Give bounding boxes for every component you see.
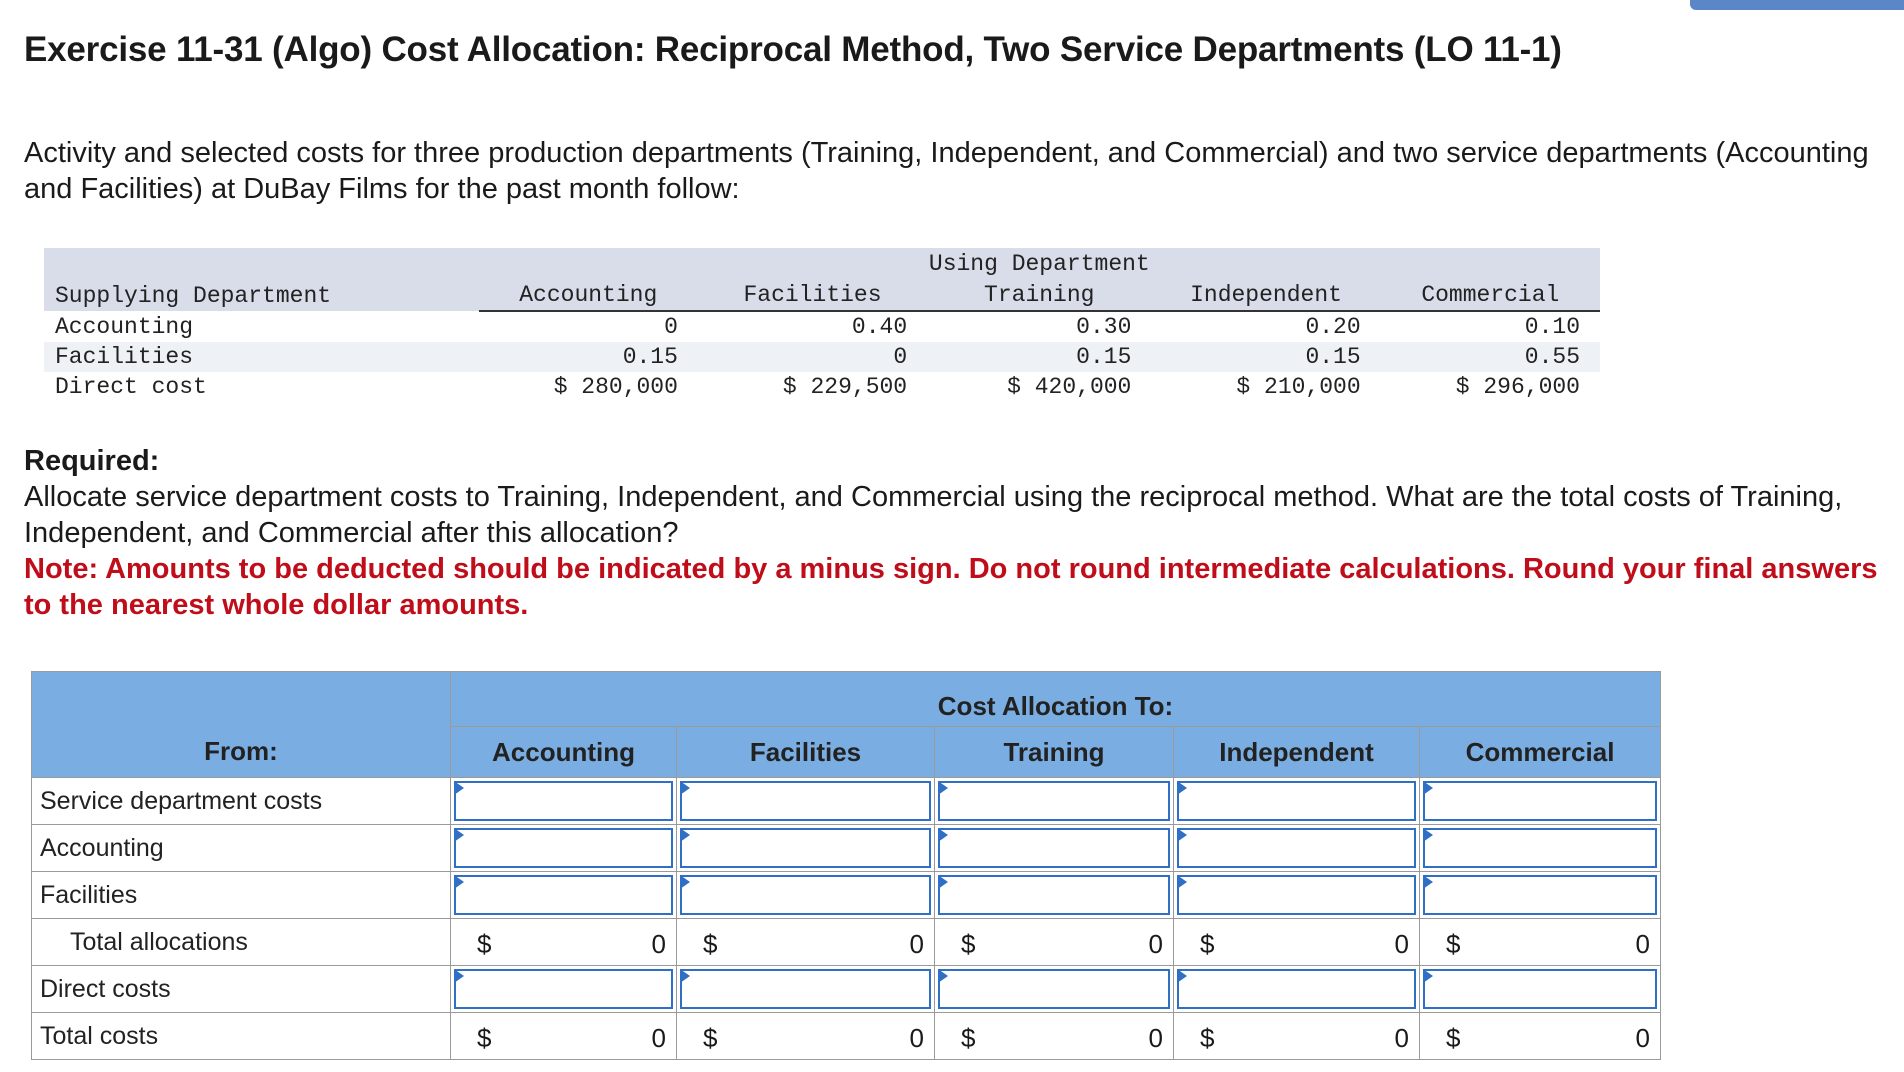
input-direct-independent[interactable] — [1174, 966, 1420, 1013]
header-independent: Independent — [1174, 727, 1420, 778]
input-accounting-commercial[interactable] — [1420, 825, 1661, 872]
total-allocations-accounting — [451, 919, 677, 966]
input-marker-icon — [680, 781, 690, 795]
cell-value: 0.10 — [1524, 314, 1580, 340]
computed-value: 0 — [1394, 929, 1409, 959]
currency-symbol: $ — [477, 1023, 492, 1053]
total-costs-facilities — [677, 1013, 935, 1060]
computed-value: 0 — [1635, 929, 1650, 959]
row-total-allocations — [32, 919, 1661, 966]
input-facilities-accounting[interactable] — [451, 872, 677, 919]
required-label: Required: — [24, 445, 160, 477]
header-facilities: Facilities — [677, 727, 935, 778]
row-label: Accounting — [32, 825, 451, 872]
col-header-independent: Independent — [1151, 280, 1380, 311]
input-marker-icon — [680, 875, 690, 889]
top-tab-strip — [1690, 0, 1904, 10]
cell-value: $ 229,500 — [782, 374, 908, 400]
total-costs-independent — [1174, 1013, 1420, 1060]
total-costs-training — [935, 1013, 1174, 1060]
input-marker-icon — [454, 875, 464, 889]
row-service-department-costs — [32, 778, 1661, 825]
currency-symbol: $ — [703, 1023, 718, 1053]
currency-symbol: $ — [1446, 929, 1461, 959]
cell-value: $ 280,000 — [553, 374, 678, 400]
row-facilities — [32, 872, 1661, 919]
currency-symbol: $ — [703, 929, 718, 959]
total-allocations-independent — [1174, 919, 1420, 966]
input-marker-icon — [1177, 781, 1187, 795]
computed-value: 0 — [909, 1023, 924, 1053]
total-costs-commercial — [1420, 1013, 1661, 1060]
row-label: Total costs — [32, 1013, 451, 1060]
computed-value: 0 — [1148, 929, 1163, 959]
cell-value: 0.20 — [1305, 314, 1361, 340]
cell-value: 0.30 — [1076, 314, 1132, 340]
currency-symbol: $ — [1446, 1023, 1461, 1053]
total-allocations-training — [935, 919, 1174, 966]
input-marker-icon — [938, 781, 948, 795]
cell-value: 0.15 — [1305, 344, 1361, 370]
input-marker-icon — [1423, 781, 1433, 795]
input-marker-icon — [1423, 828, 1433, 842]
row-label: Facilities — [32, 872, 451, 919]
total-costs-accounting — [451, 1013, 677, 1060]
row-accounting — [32, 825, 1661, 872]
input-accounting-facilities[interactable] — [677, 825, 935, 872]
cell-value: 0.40 — [851, 314, 908, 340]
input-direct-training[interactable] — [935, 966, 1174, 1013]
computed-value: 0 — [1394, 1023, 1409, 1053]
cost-data-table — [44, 248, 1600, 402]
cell-value: 0.55 — [1524, 344, 1580, 370]
header-commercial: Commercial — [1420, 727, 1661, 778]
input-marker-icon — [1177, 969, 1187, 983]
answer-table — [31, 671, 1661, 1060]
currency-symbol: $ — [1200, 1023, 1215, 1053]
input-direct-accounting[interactable] — [451, 966, 677, 1013]
input-service-facilities[interactable] — [677, 778, 935, 825]
data-table-group-row — [44, 248, 1600, 280]
cell-value: 0 — [664, 314, 678, 340]
input-facilities-commercial[interactable] — [1420, 872, 1661, 919]
input-marker-icon — [938, 828, 948, 842]
answer-group-row — [32, 672, 1661, 727]
using-department-header: Using Department — [479, 248, 1600, 280]
input-marker-icon — [938, 875, 948, 889]
intro-paragraph: Activity and selected costs for three production departments (Training, Independent, and Commercial) and two service departments (Accounting and Facilities) at DuBay Films for the past month follow: — [24, 137, 1869, 205]
currency-symbol: $ — [1200, 929, 1215, 959]
cell-value: 0.15 — [1076, 344, 1132, 370]
row-label: Direct costs — [32, 966, 451, 1013]
input-facilities-independent[interactable] — [1174, 872, 1420, 919]
input-facilities-training[interactable] — [935, 872, 1174, 919]
input-service-accounting[interactable] — [451, 778, 677, 825]
cell-value: 0 — [893, 344, 908, 370]
col-header-training: Training — [927, 280, 1151, 311]
computed-value: 0 — [1635, 1023, 1650, 1053]
col-header-accounting: Accounting — [479, 280, 698, 311]
computed-value: 0 — [651, 929, 666, 959]
input-accounting-independent[interactable] — [1174, 825, 1420, 872]
input-service-training[interactable] — [935, 778, 1174, 825]
page-title: Exercise 11-31 (Algo) Cost Allocation: Reciprocal Method, Two Service Departments (LO 11-1) — [24, 30, 1562, 69]
row-direct-costs — [32, 966, 1661, 1013]
input-marker-icon — [680, 828, 690, 842]
total-allocations-commercial — [1420, 919, 1661, 966]
cell-value: 0.15 — [622, 344, 678, 370]
data-row-direct-cost — [44, 372, 1600, 402]
currency-symbol: $ — [961, 1023, 976, 1053]
input-service-independent[interactable] — [1174, 778, 1420, 825]
input-accounting-training[interactable] — [935, 825, 1174, 872]
required-section — [24, 443, 1894, 623]
col-header-facilities: Facilities — [698, 280, 927, 311]
input-direct-facilities[interactable] — [677, 966, 935, 1013]
header-accounting: Accounting — [451, 727, 677, 778]
from-header: From: — [32, 727, 451, 778]
input-accounting-accounting[interactable] — [451, 825, 677, 872]
supplying-department-header: Supplying Department — [44, 280, 479, 311]
input-marker-icon — [1177, 875, 1187, 889]
input-marker-icon — [454, 969, 464, 983]
data-table-header-row — [44, 280, 1600, 311]
input-marker-icon — [1423, 969, 1433, 983]
header-training: Training — [935, 727, 1174, 778]
cost-allocation-header: Cost Allocation To: — [451, 672, 1661, 727]
required-note: Note: Amounts to be deducted should be indicated by a minus sign. Do not round intermediate calculations. Round your final answers to the nearest whole dollar amounts. — [24, 553, 1878, 621]
row-label: Service department costs — [32, 778, 451, 825]
input-marker-icon — [680, 969, 690, 983]
computed-value: 0 — [651, 1023, 666, 1053]
cell-value: $ 210,000 — [1236, 374, 1361, 400]
input-marker-icon — [454, 781, 464, 795]
data-row-accounting — [44, 311, 1600, 342]
input-marker-icon — [1177, 828, 1187, 842]
computed-value: 0 — [909, 929, 924, 959]
data-row-facilities — [44, 342, 1600, 372]
row-label: Facilities — [55, 344, 194, 370]
currency-symbol: $ — [477, 929, 492, 959]
computed-value: 0 — [1148, 1023, 1163, 1053]
required-text: Allocate service department costs to Training, Independent, and Commercial using the reciprocal method. What are the total costs of Training, Independent, and Commercial after this allocation? — [24, 481, 1843, 549]
row-label: Total allocations — [32, 919, 451, 966]
row-label: Direct cost — [55, 374, 207, 400]
input-service-commercial[interactable] — [1420, 778, 1661, 825]
answer-header-row — [32, 727, 1661, 778]
cell-value: $ 296,000 — [1455, 374, 1580, 400]
total-allocations-facilities — [677, 919, 935, 966]
cell-value: $ 420,000 — [1007, 374, 1132, 400]
input-direct-commercial[interactable] — [1420, 966, 1661, 1013]
input-facilities-facilities[interactable] — [677, 872, 935, 919]
currency-symbol: $ — [961, 929, 976, 959]
input-marker-icon — [938, 969, 948, 983]
col-header-commercial: Commercial — [1381, 280, 1600, 311]
row-label: Accounting — [55, 313, 194, 340]
row-total-costs — [32, 1013, 1661, 1060]
input-marker-icon — [1423, 875, 1433, 889]
input-marker-icon — [454, 828, 464, 842]
